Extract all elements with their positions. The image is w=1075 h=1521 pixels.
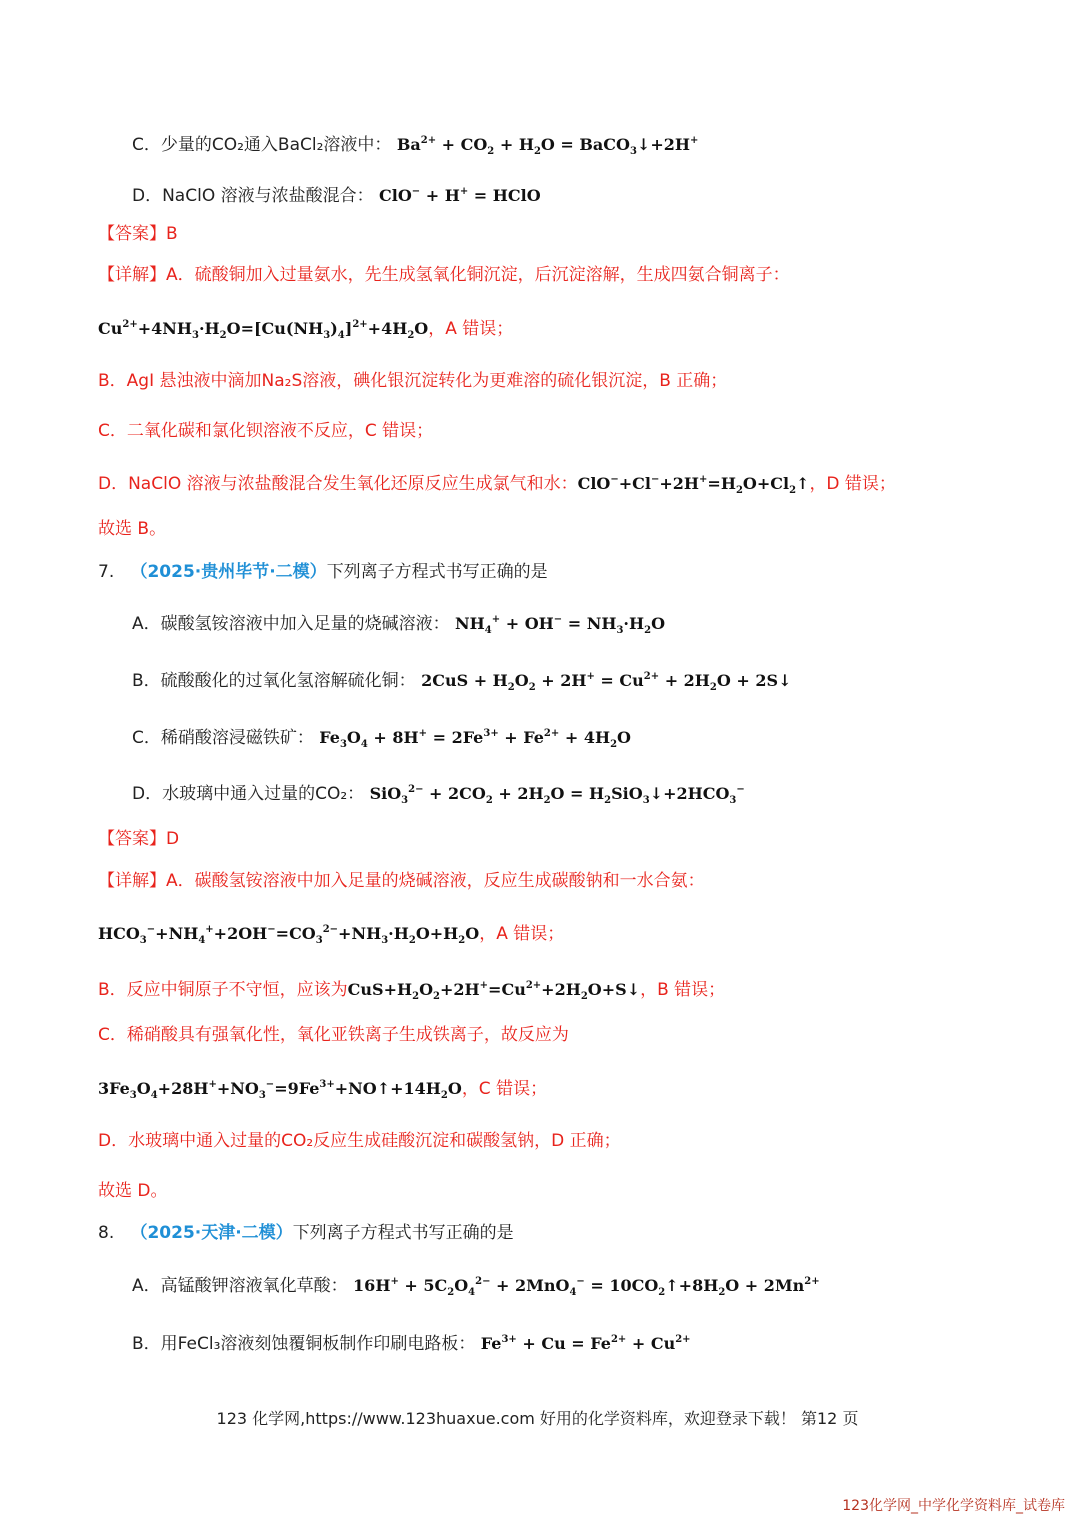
- q7-option-b: B．硫酸酸化的过氧化氢溶解硫化铜： $2CuS + H_2O_2 + 2H^+ = Cu^{2+} + 2H_2O$ + 2S↓: [132, 671, 792, 693]
- q8-option-b: B．用FeCl₃溶液刻蚀覆铜板制作印刷电路板： $Fe^{3+} + Cu = Fe^{2+} + Cu^{2+}$: [132, 1334, 691, 1354]
- equation: $CuS+H_2O_2+2H^+=Cu^{2+}+2H_2O+S↓$: [347, 980, 641, 1002]
- q6-option-c: C．少量的CO₂通入BaCl₂溶液中： $Ba^{2+} + CO_2 + H_2O$ = BaCO$_3$↓+2H+: [132, 135, 699, 157]
- q8-option-a: A．高锰酸钾溶液氧化草酸： $16H^+ + 5C_2O_4^{2-} + 2MnO_4^-$ = $10CO_2↑+8H_2O + 2Mn^{2+}$: [132, 1276, 820, 1298]
- q7-answer: 【答案】D: [98, 829, 180, 849]
- equation: $HCO_3^-+NH_4^++2OH^-=CO_3^{2-}+NH_3\cdot H_2O+H_2O$: [98, 924, 480, 946]
- equation: $3Fe_3O_4+28H^++NO_3^-=9Fe^{3+}+NO↑+14H_2O$: [98, 1079, 462, 1101]
- page-footer: 123 化学网,https://www.123huaxue.com 好用的化学资料库，欢迎登录下载！ 第12 页: [216, 1409, 859, 1428]
- q6-conclusion: 故选 B。: [98, 519, 167, 539]
- equation: $Fe_3O_4 + 8H^+ = 2Fe^{3+} + Fe^{2+} + 4H_2O$: [319, 728, 631, 750]
- q7-detail-d: D．水玻璃中通入过量的CO₂反应生成硅酸沉淀和碳酸氢钠，D 正确；: [98, 1131, 621, 1151]
- equation: $Cu^{2+}+4NH_3\cdot H_2O=[Cu(NH_3)_4]^{2+}+4H_2O$: [98, 319, 429, 341]
- q7-option-d: D．水玻璃中通入过量的CO₂： $SiO_3^{2-} + 2CO_2 + 2H_2O$ = $H_2SiO_3↓+2HCO_3^-$: [132, 784, 745, 806]
- equation: $SiO_3^{2-} + 2CO_2 + 2H_2O$ = $H_2SiO_3↓+2HCO_3^-$: [369, 784, 745, 806]
- q6-option-d: D．NaClO 溶液与浓盐酸混合： ClO− + H+ = HClO: [132, 186, 541, 206]
- equation: ClO− + H+ = HClO: [379, 186, 541, 205]
- q7-detail-a: 【详解】A．碳酸氢铵溶液中加入足量的烧碱溶液，反应生成碳酸钠和一水合氨：: [98, 871, 705, 891]
- q6-detail-a: 【详解】A．硫酸铜加入过量氨水，先生成氢氧化铜沉淀，后沉淀溶解，生成四氨合铜离子：: [98, 265, 790, 285]
- equation: $ClO^-+Cl^-+2H^+=H_2O+Cl_2↑$: [577, 474, 810, 496]
- q7-stem: 7. （2025·贵州毕节·二模）下列离子方程式书写正确的是: [98, 562, 548, 582]
- q7-detail-b: B．反应中铜原子不守恒，应该为$CuS+H_2O_2+2H^+=Cu^{2+}+2H_2O+S↓$，B 错误；: [98, 980, 726, 1002]
- q6-detail-c: C．二氧化碳和氯化钡溶液不反应，C 错误；: [98, 421, 434, 441]
- q7-detail-c-eq: $3Fe_3O_4+28H^++NO_3^-=9Fe^{3+}+NO↑+14H_2O$，C 错误；: [98, 1079, 548, 1101]
- equation: $NH_4^+ + OH^- = NH_3\cdot H_2O$: [455, 614, 666, 636]
- equation: $Ba^{2+} + CO_2 + H_2O$ = BaCO$_3$↓+2H+: [396, 135, 699, 157]
- q6-detail-d: D．NaClO 溶液与浓盐酸混合发生氧化还原反应生成氯气和水：$ClO^-+Cl^-+2H^+=H_2O+Cl_2↑$，D 错误；: [98, 474, 896, 496]
- q8-stem: 8. （2025·天津·二模）下列离子方程式书写正确的是: [98, 1223, 514, 1243]
- q7-detail-c: C．稀硝酸具有强氧化性，氧化亚铁离子生成铁离子，故反应为: [98, 1025, 569, 1045]
- q6-detail-b: B．AgI 悬浊液中滴加Na₂S溶液，碘化银沉淀转化为更难溶的硫化银沉淀，B 正确；: [98, 371, 728, 391]
- watermark: 123化学网_中学化学资料库_试卷库: [842, 1498, 1065, 1514]
- q6-detail-a-eq: $Cu^{2+}+4NH_3\cdot H_2O=[Cu(NH_3)_4]^{2+}+4H_2O$，A 错误；: [98, 319, 514, 341]
- q7-option-a: A．碳酸氢铵溶液中加入足量的烧碱溶液： $NH_4^+ + OH^- = NH_3\cdot H_2O$: [132, 614, 666, 636]
- equation: $Fe^{3+} + Cu = Fe^{2+} + Cu^{2+}$: [480, 1334, 691, 1353]
- equation: $2CuS + H_2O_2 + 2H^+ = Cu^{2+} + 2H_2O$ + 2S↓: [421, 671, 792, 693]
- q6-answer: 【答案】B: [98, 224, 178, 244]
- q7-option-c: C．稀硝酸溶浸磁铁矿： $Fe_3O_4 + 8H^+ = 2Fe^{3+} + Fe^{2+} + 4H_2O$: [132, 728, 631, 750]
- equation: $16H^+ + 5C_2O_4^{2-} + 2MnO_4^-$ = $10CO_2↑+8H_2O + 2Mn^{2+}$: [353, 1276, 820, 1298]
- q7-conclusion: 故选 D。: [98, 1181, 168, 1201]
- q7-detail-a-eq: $HCO_3^-+NH_4^++2OH^-=CO_3^{2-}+NH_3\cdot H_2O+H_2O$，A 错误；: [98, 924, 565, 946]
